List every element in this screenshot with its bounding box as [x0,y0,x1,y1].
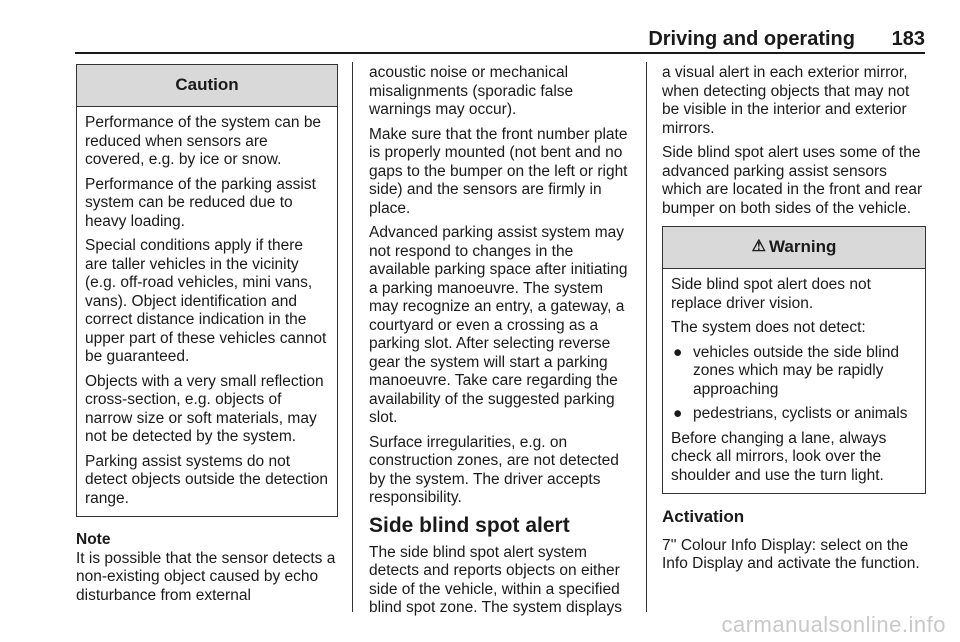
page-header [75,24,925,54]
column-2 [369,64,634,624]
body-paragraph: Surface irregularities, e.g. on construction zones, are not detected by the system. The driver accepts responsibility. [369,433,619,506]
caution-box [76,64,338,517]
column-divider-2 [646,62,647,612]
list-item [671,405,917,424]
warning-paragraph: Side blind spot alert does not replace driver vision. [671,276,871,312]
bullet-icon: ● [673,343,683,361]
caution-heading: Caution [77,65,337,107]
column-3 [662,64,926,580]
note-label: Note [76,531,111,548]
column-divider-1 [352,62,353,612]
column-1 [76,64,338,605]
caution-paragraph: Performance of the system can be reduced when sensors are covered, e.g. by ice or snow. [85,114,322,168]
note-text: It is possible that the sensor detects a non-existing object caused by echo disturbance from external [76,549,336,604]
warning-heading-label: Warning [768,237,837,257]
watermark: carmanualsonline.info [721,612,946,637]
list-item-text: vehicles outside the side blind zones which may be rapidly approaching [693,343,899,398]
list-item [671,344,917,400]
body-paragraph: Make sure that the front number plate is properly mounted (not bent and no gaps to the bumper on the left or right side) and the sensors are firmly in place. [369,125,628,217]
bullet-icon: ● [673,405,683,422]
caution-paragraph: Parking assist systems do not detect objects outside the detection range. [85,452,328,507]
body-paragraph: acoustic noise or mechanical misalignments (sporadic false warnings may occur). [369,64,574,118]
warning-paragraph: Before changing a lane, always check all mirrors, look over the shoulder and use the turn light. [671,429,887,484]
section-heading: Side blind spot alert [369,513,570,537]
caution-paragraph: Objects with a very small reflection cross-section, e.g. objects of narrow size or soft materials, may not be detected by the system. [85,372,324,445]
body-paragraph: The side blind spot alert system detects and reports objects on either side of the vehicle, within a specified blind spot zone. The system displays [369,543,623,616]
warning-bullet-list [671,344,917,424]
body-paragraph: 7'' Colour Info Display: select on the Info Display and activate the function. [662,536,920,572]
warning-box [662,226,926,494]
warning-triangle-icon: ⚠ [751,238,766,256]
warning-paragraph: The system does not detect: [671,319,866,336]
list-item-text: pedestrians, cyclists or animals [693,405,908,422]
body-paragraph: Side blind spot alert uses some of the advanced parking assist sensors which are located in the front and rear bumper on both sides of the vehicle. [662,144,923,217]
activation-heading: Activation [662,507,745,526]
warning-body [663,269,925,493]
body-paragraph: a visual alert in each exterior mirror, when detecting objects that may not be visible in the interior and exterior mirrors. [662,64,910,137]
caution-body [77,107,337,516]
body-paragraph: Advanced parking assist system may not respond to changes in the available parking space after initiating a parking manoeuvre. The system may recognize an entry, a gateway, a courtyard or even a crossing as a parking slot. After selecting reverse gear the system will start a parking manoeuvre. Take care regarding the availability of the suggested parking slot. [369,224,628,426]
chapter-title: Driving and operating [648,28,855,50]
caution-paragraph: Special conditions apply if there are taller vehicles in the vicinity (e.g. off-road vehicles, mini vans, vans). Object identification and correct distance indication in the upper part of these vehicles cannot be guaranteed. [85,237,327,365]
caution-paragraph: Performance of the parking assist system can be reduced due to heavy loading. [85,175,316,230]
warning-heading [663,227,925,269]
page-number: 183 [891,28,925,50]
